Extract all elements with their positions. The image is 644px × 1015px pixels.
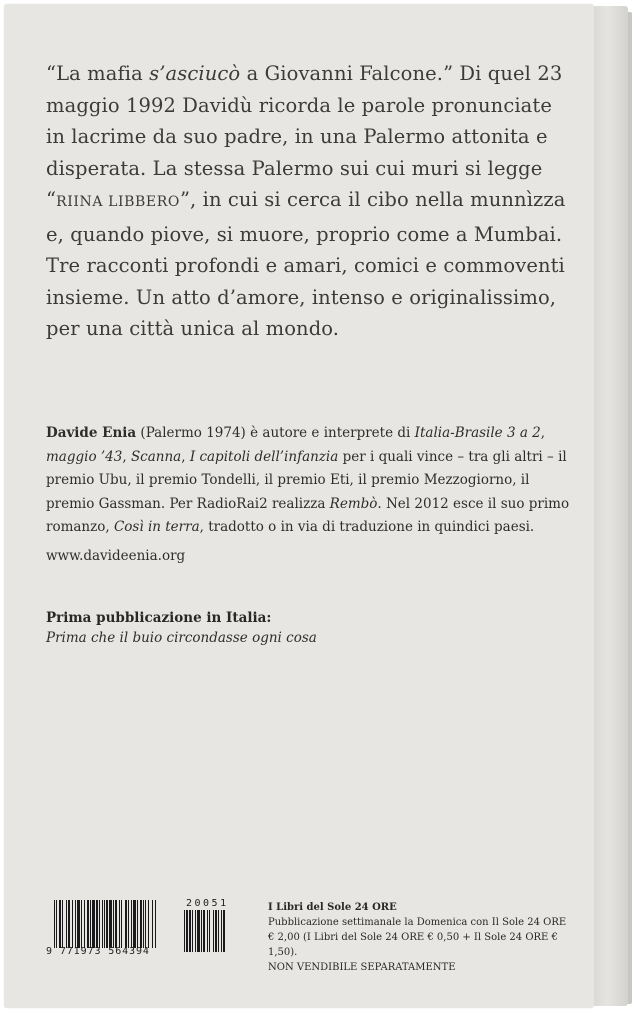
bio-segment: , [540, 425, 546, 441]
blurb-segment: ”, in cui si cerca il cibo nella munnìzza e, quando piove, si muore, proprio come a Mumbai. Tre racconti profondi e amari, comici e commoventi insieme. Un atto d’amore, intenso e originalissimo, per una città unica al mondo. [46, 188, 566, 340]
bio-segment: , tradotto o in via di traduzione in quindici paesi. [199, 519, 535, 535]
barcode-main-digits: 9 771973 564394 [46, 946, 150, 957]
author-name: Davide Enia [46, 425, 137, 441]
blurb-smallcaps-quote: RIINA LIBBERO [56, 194, 180, 210]
work-title: Italia-Brasile 3 a 2 [414, 425, 541, 441]
work-title: I capitoli dell’infanzia [189, 448, 339, 465]
first-publication-title: Prima che il buio circondasse ogni cosa [46, 630, 317, 646]
barcode [46, 898, 246, 960]
publisher-name: I Libri del Sole 24 ORE [268, 902, 397, 913]
first-publication-label: Prima pubblicazione in Italia: [46, 610, 272, 626]
author-website: www.davideenia.org [46, 548, 186, 564]
work-title: maggio ’43 [46, 448, 123, 465]
publisher-info [268, 900, 588, 975]
work-title: Scanna [130, 448, 182, 465]
blurb-segment: “La mafia [46, 62, 150, 85]
publisher-notice: NON VENDIBILE SEPARATAMENTE [268, 962, 456, 973]
blurb-segment: a Giovanni Falcone.” Di quel 23 maggio 1992 Davidù ricorda le parole pronunciate in lacrime da suo padre, in una Palermo attonita e disperata. La stessa Palermo sui cui muri si legge “ [46, 62, 563, 211]
bio-segment: per i quali vince – tra gli altri – il premio Ubu, il premio Tondelli, il premio Eti, il premio Mezzogiorno, il premio Gassman. Per RadioRai2 realizza [46, 448, 567, 512]
blurb-italic-word: s’asciucò [149, 62, 241, 85]
work-title: Così in terra [113, 519, 200, 535]
blurb-text [46, 58, 566, 345]
publisher-price: € 2,00 (I Libri del Sole 24 ORE € 0,50 + Il Sole 24 ORE € 1,50). [268, 932, 558, 958]
work-title: Rembò [329, 495, 378, 512]
bio-segment: (Palermo 1974) è autore e interprete di [136, 425, 415, 441]
barcode-main-bars [54, 900, 172, 948]
barcode-addon-digits: 20051 [186, 898, 229, 909]
barcode-addon-bars [184, 910, 242, 952]
book-spine [594, 6, 628, 1006]
bio-segment: , [122, 448, 131, 465]
publisher-line: Pubblicazione settimanale la Domenica con Il Sole 24 ORE [268, 917, 567, 928]
book-spine-edge [628, 12, 632, 1004]
author-bio [46, 422, 574, 540]
bio-segment: . Nel 2012 esce il suo primo romanzo, [46, 495, 570, 535]
bio-segment: , [181, 448, 190, 465]
